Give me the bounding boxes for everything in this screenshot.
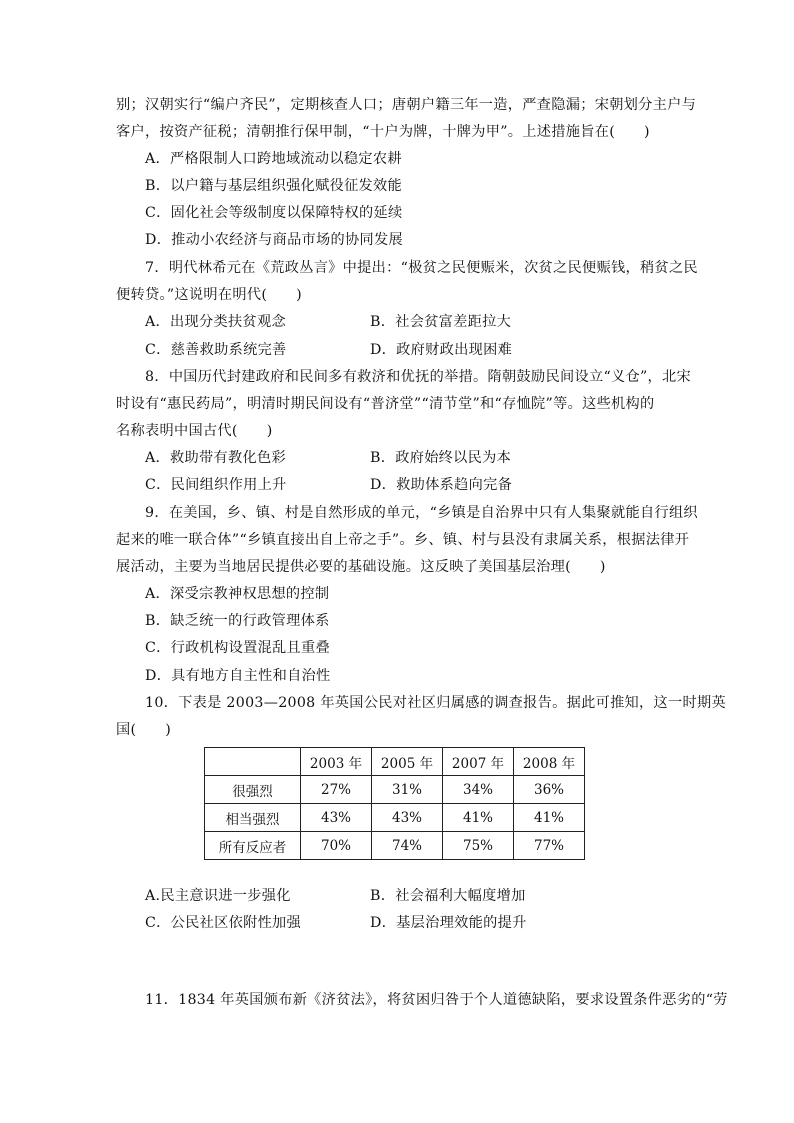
question-11-stem-line-1: 11．1834 年英国颁布新《济贫法》，将贫困归咎于个人道德缺陷，要求设置条件恶劣的“劳 [145,992,728,1008]
question-10-stem-line-1: 10．下表是 2003—2008 年英国公民对社区归属感的调查报告。据此可推知，这一时期英 [145,695,726,711]
table-header-cell: 2008 年 [514,748,585,776]
question-7-option-d: D．政府财政出现困难 [370,342,513,358]
question-6-stem-line-1: 别；汉朝实行“编户齐民”，定期核查人口；唐朝户籍三年一造，严查隐漏；宋朝划分主户与 [116,97,697,113]
table-row-label: 相当强烈 [205,804,301,832]
question-9-stem-line-1: 9．在美国，乡、镇、村是自然形成的单元，“乡镇是自治界中只有人集聚就能自行组织 [145,505,698,521]
table-cell: 31% [372,776,443,804]
table-cell: 77% [514,832,585,860]
question-9-option-d: D．具有地方自主性和自治性 [145,668,331,684]
table-cell: 41% [514,804,585,832]
table-cell: 74% [372,832,443,860]
question-9-option-a: A．深受宗教神权思想的控制 [145,586,330,602]
table-cell: 36% [514,776,585,804]
question-7-option-a: A．出现分类扶贫观念 [145,314,286,330]
table-header-cell: 2003 年 [301,748,372,776]
table-header-cell: 2005 年 [372,748,443,776]
table-header-cell [205,748,301,776]
table-cell: 75% [443,832,514,860]
table-row-label: 很强烈 [205,776,301,804]
question-7-stem-line-1: 7．明代林希元在《荒政丛言》中提出：“极贫之民便赈米，次贫之民便赈钱，稍贫之民 [145,260,698,276]
question-9-stem-line-3: 展活动，主要为当地居民提供必要的基础设施。这反映了美国基层治理( ) [116,559,606,575]
question-6-option-a: A．严格限制人口跨地域流动以稳定农耕 [145,151,402,167]
question-6-option-b: B．以户籍与基层组织强化赋役征发效能 [145,178,403,194]
table-header-cell: 2007 年 [443,748,514,776]
question-10-option-c: C．公民社区依附性加强 [145,915,302,931]
table-row-label: 所有反应者 [205,832,301,860]
table-cell: 43% [372,804,443,832]
question-6-stem-line-2: 客户，按资产征税；清朝推行保甲制，“十户为牌，十牌为甲”。上述措施旨在( ) [116,124,650,140]
question-9-stem-line-2: 起来的唯一联合体”“乡镇直接出自上帝之手”。乡、镇、村与县没有隶属关系，根据法律开 [116,532,690,548]
question-7-option-b: B．社会贫富差距拉大 [370,314,512,330]
question-8-option-c: C．民间组织作用上升 [145,477,287,493]
table-row [205,804,585,832]
table-cell: 41% [443,804,514,832]
table-cell: 34% [443,776,514,804]
question-10-option-a: A.民主意识进一步强化 [145,888,291,904]
question-10-stem-line-2: 国( ) [116,722,172,738]
table-cell: 43% [301,804,372,832]
table-row [205,832,585,860]
table-row [205,776,585,804]
table-header-row [205,748,585,776]
question-6-option-c: C．固化社会等级制度以保障特权的延续 [145,205,403,221]
table-cell: 70% [301,832,372,860]
question-8-option-a: A．救助带有教化色彩 [145,450,286,466]
question-7-option-c: C．慈善救助系统完善 [145,342,287,358]
question-8-stem-line-1: 8．中国历代封建政府和民间多有救济和优抚的举措。隋朝鼓励民间设立“义仓”，北宋 [145,369,691,385]
question-10-option-b: B．社会福利大幅度增加 [370,888,526,904]
question-7-stem-line-2: 便转贷。”这说明在明代( ) [116,287,302,303]
question-8-option-d: D．救助体系趋向完备 [370,477,513,493]
survey-table [204,747,585,860]
question-9-option-b: B．缺乏统一的行政管理体系 [145,613,330,629]
question-8-stem-line-2: 时设有“惠民药局”，明清时期民间设有“普济堂”“清节堂”和“存恤院”等。这些机构的 [116,396,655,412]
table-cell: 27% [301,776,372,804]
question-6-option-d: D．推动小农经济与商品市场的协同发展 [145,232,403,248]
question-8-option-b: B．政府始终以民为本 [370,450,512,466]
question-8-stem-line-3: 名称表明中国古代( ) [116,423,273,439]
question-10-option-d: D．基层治理效能的提升 [370,915,527,931]
question-9-option-c: C．行政机构设置混乱且重叠 [145,640,331,656]
